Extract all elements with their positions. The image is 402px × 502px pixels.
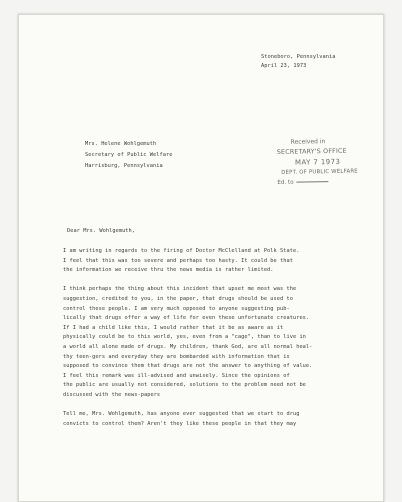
text-line: the public are usually not considered, solutions to the problem need not be [63,382,306,389]
text-line: suggestion, credited to you, in the paper, that drugs should be used to [63,295,293,302]
paragraph-3 [63,410,381,429]
text-line: I am writing in regards to the firing of Doctor McClelland at Polk State. [63,248,300,254]
paragraph-2 [63,285,381,400]
recipient-city: Harrisburg, Pennsylvania [85,163,163,169]
stamp-field-label: Ed. to [277,179,294,186]
stamp-field [277,176,384,188]
text-line: control these people. I am very much opposed to anyone suggesting pub- [63,305,290,312]
stamp-received-in: Received in [290,138,326,146]
text-line: supposed to convince them that drugs are not the answer to anything of value. [63,363,313,370]
paragraph-1 [63,247,381,276]
text-line: convicts to control them? Aren't they like these people in that they may [63,420,297,427]
text-line: a world all alone made of drugs. My children, thank God, are all normal heal- [63,343,313,350]
received-stamp [277,136,384,188]
text-line: Tell me, Mrs. Wohlgemuth, has anyone ever suggested that we start to drug [63,411,300,418]
stamp-date: MAY 7 1973 [294,157,341,167]
recipient-title: Secretary of Public Welfare [85,152,173,158]
letter-page [18,14,384,502]
recipient-name: Mrs. Helene Wohlgemuth [85,141,157,147]
salutation: Dear Mrs. Wohlgemuth, [67,228,136,234]
text-line: I feel this remark was ill-advised and unwisely. Since the opinions of [63,372,290,379]
text-line: the information we receive thru the news media is rather limited. [63,267,274,274]
stamp-field-rule [297,181,329,183]
stamp-department: DEPT. OF PUBLIC WELFARE [281,168,358,176]
letter-date: April 23, 1973 [261,63,307,69]
letter-heading [261,53,336,71]
text-line: lically that drugs offer a way of life for even these unfortunate creatures. [63,315,310,322]
recipient-block [85,139,172,172]
text-line: thy teen-gers and everyday they are bombarded with information that is [63,353,290,360]
text-line: I feel that this was too severe and perhaps too hasty. It could be that [63,257,293,264]
stamp-office: SECRETARY'S OFFICE [276,147,347,156]
text-line: If I had a child like this, I would rather that it be as aware as it [63,324,284,331]
sender-place: Stoneboro, Pennsylvania [261,54,336,60]
letter-body [63,247,381,439]
text-line: discussed with the news-papers [63,391,161,398]
text-line: I think perhaps the thing about this incident that upset me most was the [63,286,297,293]
text-line: physically could be to this world, yes, even from a "cage", than to live in [63,334,306,341]
